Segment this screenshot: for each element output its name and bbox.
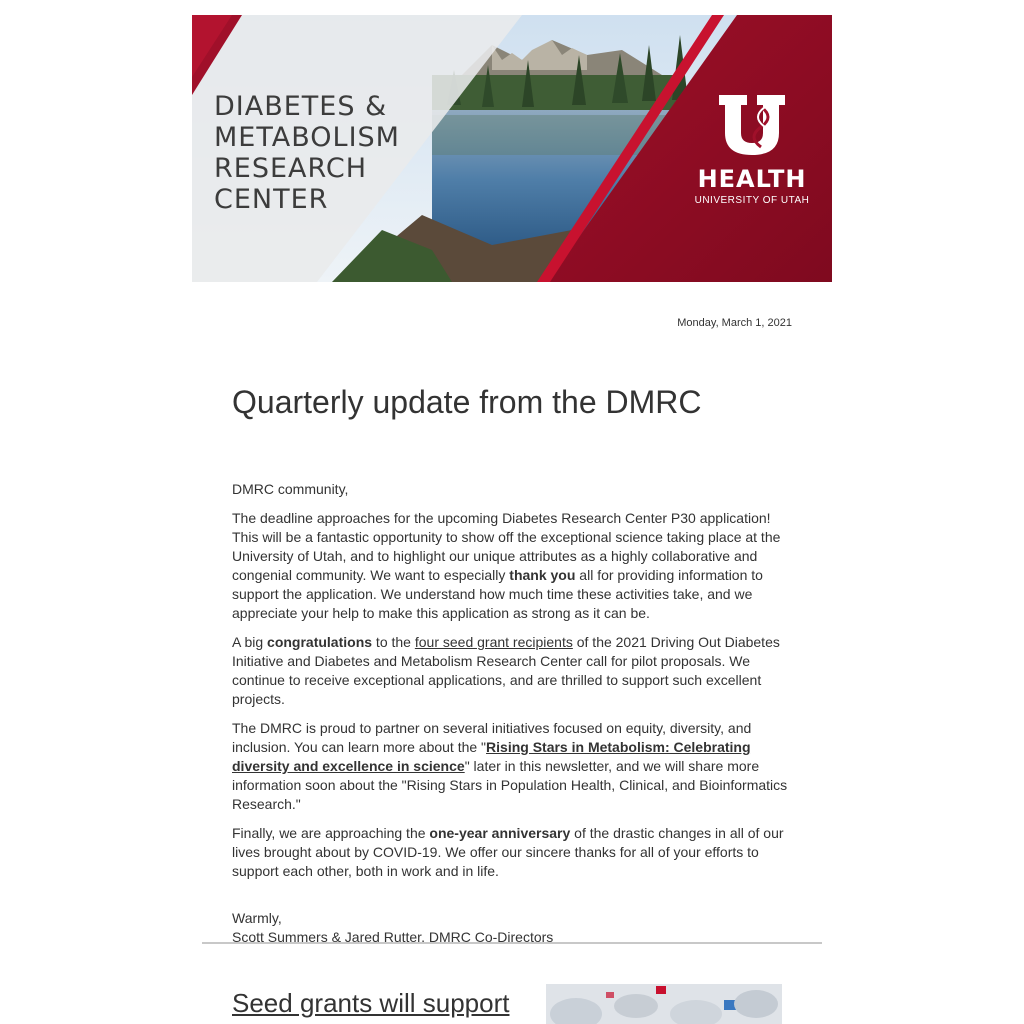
bold-text: thank you (509, 567, 576, 583)
banner-title-line: CENTER (214, 184, 329, 215)
lab-image (546, 984, 782, 1024)
bold-text: one-year anniversary (429, 825, 571, 841)
text: to the (372, 634, 415, 650)
u-shield-icon (717, 93, 787, 157)
banner-title (214, 91, 400, 215)
banner-title-line: METABOLISM (214, 122, 400, 153)
section-divider (202, 942, 822, 944)
text: " later in this newsletter, and we will share more information soon about the "Rising Stars in Population Health, Clinical, and Bioinformatics Research." (232, 758, 788, 812)
letter-paragraph (232, 633, 788, 709)
newsletter-headline: Quarterly update from the DMRC (232, 384, 702, 420)
text: all for providing information to support the application. We understand how much time these activities take, and we appreciate your help to make this application as strong as it can be. (232, 567, 763, 621)
next-article-heading-link[interactable]: Seed grants will support (232, 988, 510, 1018)
header-banner (192, 15, 832, 282)
banner-title-line: RESEARCH (214, 153, 368, 184)
bold-text: congratulations (267, 634, 373, 650)
logo-university-word: UNIVERSITY OF UTAH (694, 195, 810, 206)
seed-grant-recipients-link[interactable]: four seed grant recipients (414, 634, 573, 650)
rising-stars-link[interactable]: Rising Stars in Metabolism: Celebrating diversity and excellence in science (232, 739, 751, 774)
banner-title-line: DIABETES & (214, 91, 388, 122)
text: The DMRC is proud to partner on several initiatives focused on equity, diversity, and inclusion. You can learn more about the " (232, 720, 752, 755)
text: of the 2021 Driving Out Diabetes Initiative and Diabetes and Metabolism Research Center call for pilot proposals. We continue to receive exceptional applications, and are thrilled to support such excellent projects. (232, 634, 780, 707)
text: A big (232, 634, 268, 650)
letter-paragraph (232, 824, 788, 881)
letter-greeting: DMRC community, (232, 481, 349, 497)
letter-paragraph (232, 509, 788, 623)
text: Finally, we are approaching the (232, 825, 430, 841)
university-logo (692, 93, 812, 206)
logo-health-word: HEALTH (697, 165, 807, 193)
text: of the drastic changes in all of our lives brought about by COVID-19. We offer our sincere thanks for all of your efforts to support each other, both in work and in life. (232, 825, 784, 879)
issue-date: Monday, March 1, 2021 (677, 317, 792, 329)
letter-paragraph (232, 719, 788, 814)
next-article-thumbnail[interactable] (546, 984, 782, 1024)
text: The deadline approaches for the upcoming Diabetes Research Center P30 application! This will be a fantastic opportunity to show off the exceptional science taking place at the University of Utah, and to highlight our unique attributes as a highly collaborative and congenial community. We want to especially (232, 510, 781, 583)
letter-closing: Warmly, (232, 910, 282, 926)
letter-signature: Scott Summers & Jared Rutter, DMRC Co-Directors (232, 929, 554, 945)
letter-body (232, 480, 788, 947)
